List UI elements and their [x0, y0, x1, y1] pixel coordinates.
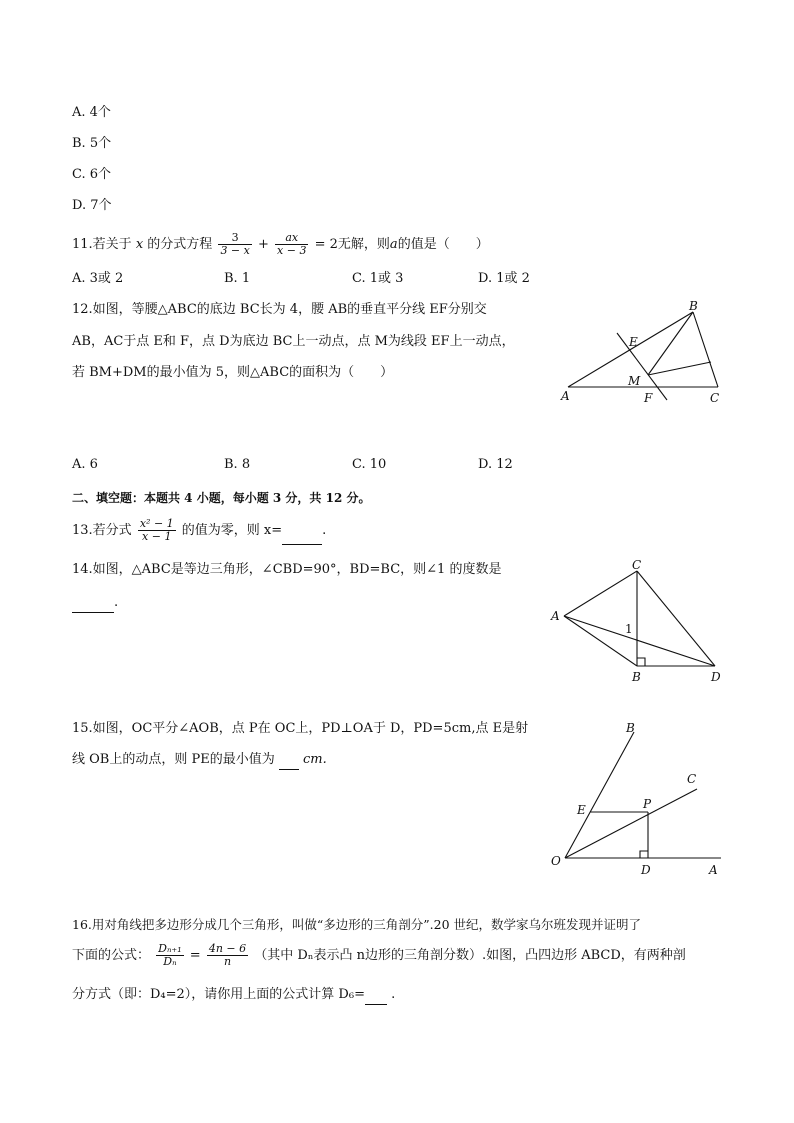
q12-option-d: D. 12 — [478, 457, 513, 472]
q15-figure — [545, 718, 745, 883]
q14-line-2 — [72, 594, 118, 613]
q12-option-c: C. 10 — [352, 457, 387, 472]
q11-plus: + — [258, 237, 269, 252]
q13-fraction: $\frac{\text{x² − 1}}{x - 1}$ — [139, 517, 174, 543]
q11-option-c: C. 1或 3 — [352, 271, 404, 286]
q16-end: . — [391, 987, 396, 1002]
q12-label-e: E — [629, 335, 638, 349]
q12-option-b: B. 8 — [224, 457, 251, 472]
q10-option-a: A. 4个 — [72, 105, 111, 120]
q10-option-b: B. 5个 — [72, 136, 112, 151]
q15-ray-oc — [565, 789, 697, 858]
q12-line-3: 若 BM+DM的最小值为 5，则△ABC的面积为（ ） — [72, 365, 394, 380]
q15-label-e: E — [577, 803, 586, 817]
q12-segment-bc — [693, 312, 718, 387]
q11-stem — [72, 232, 489, 258]
q16-line-3 — [72, 986, 395, 1005]
q16-equals: = — [189, 948, 201, 963]
q11-option-b: B. 1 — [224, 271, 251, 286]
q16-rhs-fraction: $\frac{4n - 6}{n}$ — [208, 942, 247, 968]
q15-line-1: 15.如图，OC平分∠AOB，点 P在 OC上，PD⊥OA于 D，PD=5cm,点 E是射 — [72, 721, 529, 736]
q15-ray-ob — [565, 732, 634, 858]
q11-suffix-1: 无解，则 — [337, 237, 390, 252]
q16-formula-suffix: （其中 Dₙ表示凸 n边形的三角剖分数）.如图，凸四边形 ABCD，有两种剖 — [254, 948, 686, 963]
q12-label-f: F — [644, 391, 653, 405]
q15-label-o: O — [551, 854, 561, 868]
q14-line-1: 14.如图，△ABC是等边三角形，∠CBD=90°，BD=BC，则∠1 的度数是 — [72, 562, 502, 577]
q13-answer-blank[interactable] — [282, 518, 322, 545]
q15-label-a: A — [709, 863, 718, 877]
q15-label-p: P — [643, 797, 652, 811]
q11-mid: 的分式方程 — [143, 237, 213, 252]
q15-right-angle-mark — [640, 851, 648, 858]
q12-line-2: AB，AC于点 E和 F，点 D为底边 BC上一动点，点 M为线段 EF上一动点， — [72, 334, 515, 349]
q13-prefix: 13.若分式 — [72, 523, 132, 538]
q12-label-b: B — [689, 300, 698, 313]
q14-label-a: A — [551, 609, 560, 623]
q11-var-a: a — [389, 237, 398, 252]
q11-fraction-2: $\frac{ax}{x - 3}$ — [277, 231, 307, 257]
q14-right-angle-mark — [637, 658, 645, 666]
q14-end: . — [114, 595, 119, 610]
q15-unit: cm. — [303, 752, 327, 767]
q11-equals: = 2 — [314, 237, 338, 252]
q13-stem — [72, 518, 326, 545]
q11-option-d: D. 1或 2 — [478, 271, 530, 286]
q16-formula-prefix: 下面的公式： — [72, 948, 151, 963]
q14-label-c: C — [632, 558, 642, 572]
q14-answer-blank[interactable] — [72, 594, 114, 613]
q12-segment-md — [648, 362, 711, 375]
q11-prefix: 11.若关于 — [72, 237, 136, 252]
section-2-heading: 二、填空题：本题共 4 小题，每小题 3 分，共 12 分。 — [72, 491, 371, 505]
q12-label-m: M — [628, 374, 641, 388]
q12-figure — [555, 300, 755, 410]
q12-label-a: A — [561, 389, 570, 403]
q12-segment-bm — [648, 312, 693, 375]
q11-suffix-2: 的值是（ ） — [397, 237, 489, 252]
q16-lhs-fraction: $\frac{\text{Dₙ₊₁}}{\text{Dₙ}}$ — [158, 942, 182, 968]
q15-line-2 — [72, 751, 327, 770]
q11-option-a: A. 3或 2 — [72, 271, 124, 286]
q14-segment-ac — [564, 571, 637, 616]
q12-label-c: C — [710, 391, 720, 405]
q14-label-1: 1 — [625, 622, 633, 636]
q11-var-x: x — [135, 237, 144, 252]
q14-label-b: B — [632, 670, 641, 684]
q11-fraction-1: $\frac{3}{3 - x}$ — [220, 231, 250, 257]
q15-answer-blank[interactable] — [279, 751, 299, 770]
q15-line-2-text: 线 OB上的动点，则 PE的最小值为 — [72, 752, 275, 767]
q15-label-d: D — [641, 863, 651, 877]
q13-suffix: 的值为零，则 x= — [181, 523, 283, 538]
q14-figure — [545, 558, 745, 688]
q14-label-d: D — [711, 670, 721, 684]
q16-line-3-text: 分方式（即：D₄=2），请你用上面的公式计算 D₆= — [72, 987, 365, 1002]
q15-label-c: C — [687, 772, 697, 786]
q10-option-c: C. 6个 — [72, 167, 112, 182]
q14-segment-cd — [637, 571, 715, 666]
q15-label-b: B — [626, 721, 635, 735]
q10-option-d: D. 7个 — [72, 198, 112, 213]
q16-line-1: 16.用对角线把多边形分成几个三角形，叫做“多边形的三角剖分”.20 世纪，数学家乌尔班发现并证明了 — [72, 917, 642, 932]
q13-end: . — [322, 523, 327, 538]
q12-option-a: A. 6 — [72, 457, 98, 472]
q16-line-2 — [72, 942, 686, 970]
q12-line-1: 12.如图，等腰△ABC的底边 BC长为 4，腰 AB的垂直平分线 EF分别交 — [72, 302, 487, 317]
q16-answer-blank[interactable] — [365, 986, 387, 1005]
